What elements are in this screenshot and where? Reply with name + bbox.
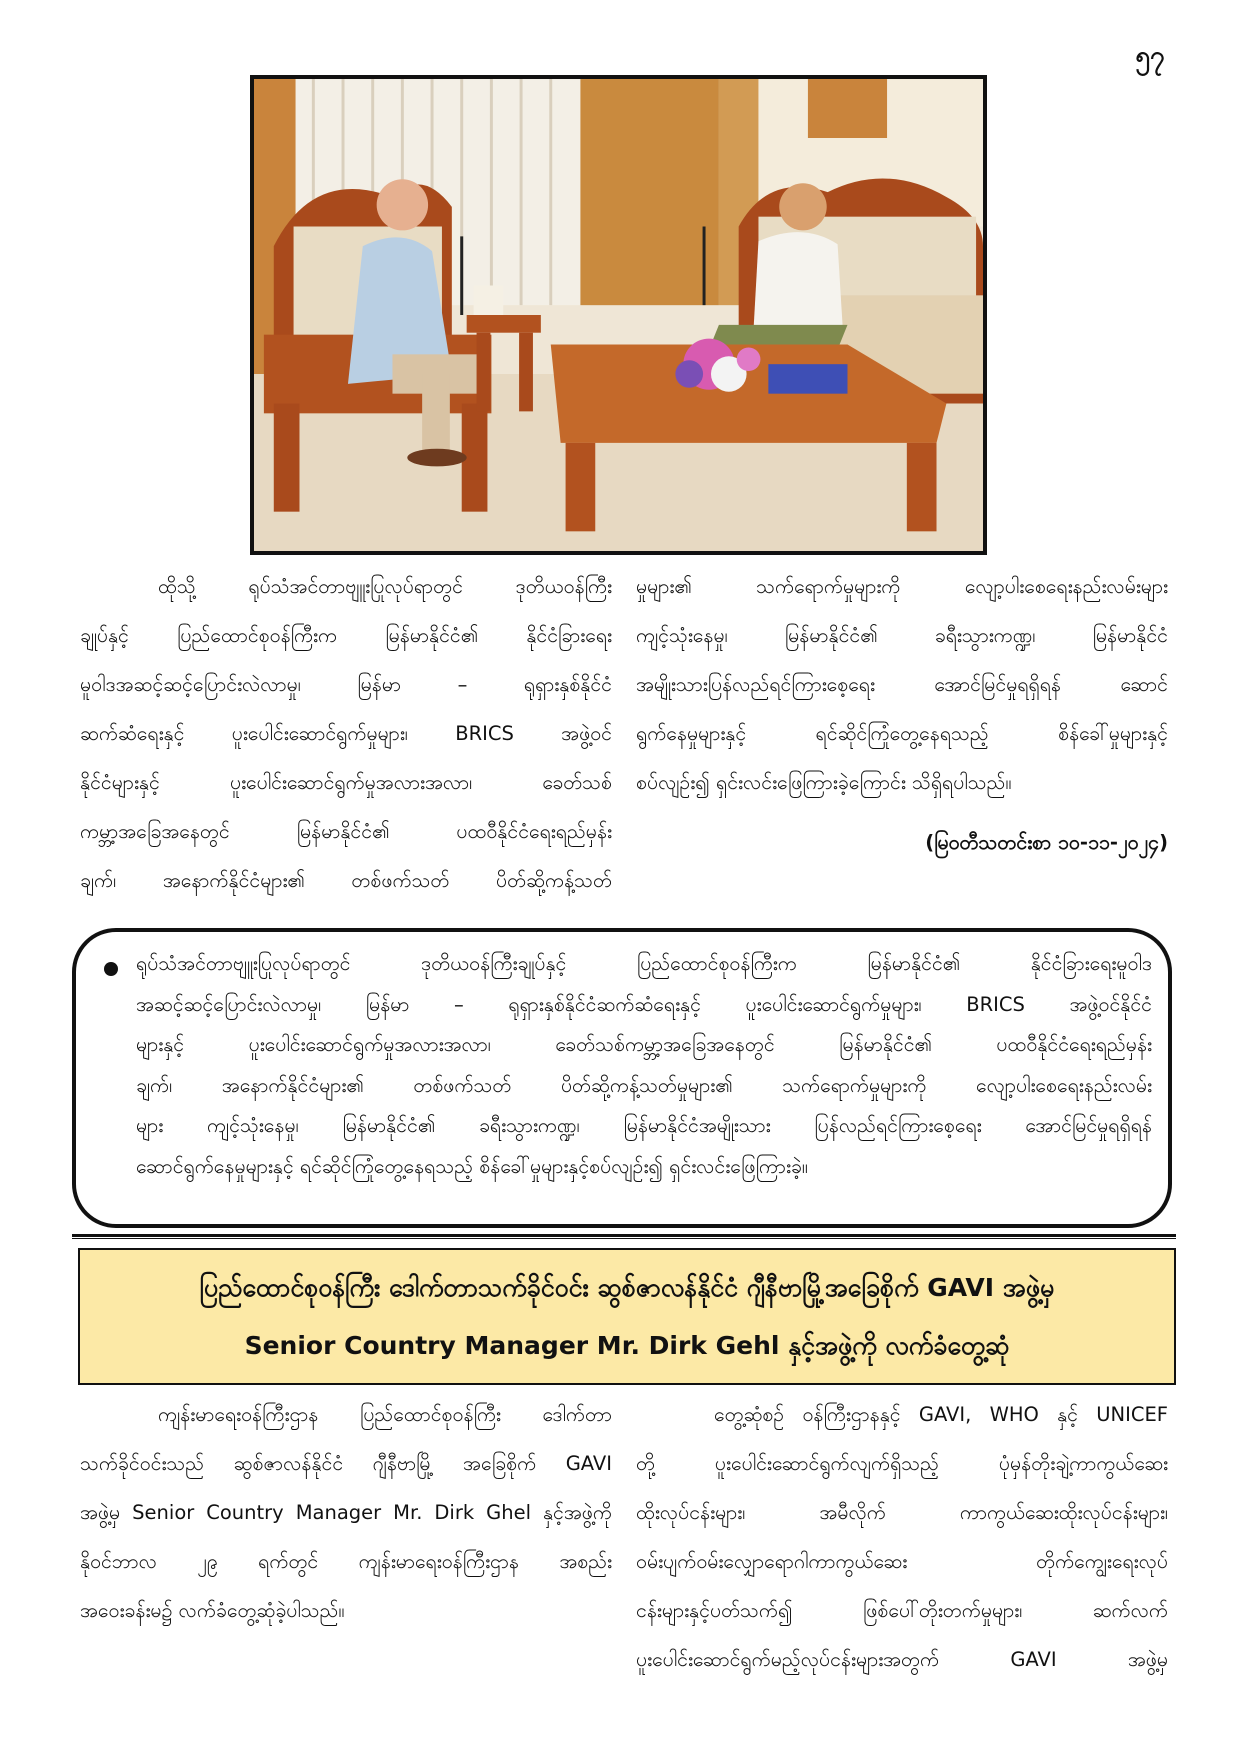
headline-line-2: Senior Country Manager Mr. Dirk Gehl နှင့်အဖွဲ့ကို လက်ခံတွေ့ဆုံ <box>244 1331 1010 1360</box>
summary-line: ရုပ်သံအင်တာဗျူးပြုလုပ်ရာတွင် ဒုတိယဝန်ကြီးချုပ်နှင့် ပြည်ထောင်စုဝန်ကြီးက မြန်မာနိုင်ငံ၏ နိုင်ငံခြားရေးမူဝါဒ <box>136 952 1152 975</box>
bullet-icon <box>104 962 118 976</box>
summary-line: ဆောင်ရွက်နေမှုများနှင့် ရင်ဆိုင်ကြုံတွေ့နေရသည့် စိန်ခေါ်မှုများနှင့်စပ်လျဉ်း၍ ရှင်းလင်းဖြေကြားခဲ့။ <box>136 1154 808 1178</box>
article2-right-line: ငန်းများနှင့်ပတ်သက်၍ ဖြစ်ပေါ်တိုးတက်မှုများ၊ ဆက်လက် <box>636 1599 1168 1622</box>
article1-left-line: နိုင်ငံများနှင့် ပူးပေါင်းဆောင်ရွက်မှုအလားအလာ၊ ခေတ်သစ် <box>80 771 612 794</box>
article1-left-line: မူဝါဒအဆင့်ဆင့်ပြောင်းလဲလာမှု၊ မြန်မာ – ရုရှားနှစ်နိုင်ငံ <box>80 673 612 696</box>
headline-line-1: ပြည်ထောင်စုဝန်ကြီး ဒေါက်တာသက်ခိုင်ဝင်း ဆွစ်ဇာလန်နိုင်ငံ ဂျီနီဗာမြို့အခြေစိုက် GAVI အဖွဲ့မှ <box>199 1273 1055 1302</box>
summary-text <box>136 944 1152 1187</box>
article1-right-line: ကျင့်သုံးနေမှု၊ မြန်မာနိုင်ငံ၏ ခရီးသွားကဏ္ဍ၊ မြန်မာနိုင်ငံ <box>636 624 1168 647</box>
article2-left-line: အဖွဲ့မှ Senior Country Manager Mr. Dirk Ghel နှင့်အဖွဲ့ကို <box>80 1501 612 1524</box>
article2-right-line: တွေ့ဆုံစဉ် ဝန်ကြီးဌာနနှင့် GAVI, WHO နှင့် UNICEF <box>714 1403 1168 1426</box>
article1-left-line: ဆက်ဆံရေးနှင့် ပူးပေါင်းဆောင်ရွက်မှုများ၊ BRICS အဖွဲ့ဝင် <box>80 722 612 745</box>
article2-left-line: နိုဝင်ဘာလ ၂၉ ရက်တွင် ကျန်းမာရေးဝန်ကြီးဌာန အစည်း <box>80 1550 612 1573</box>
article1-left-line: ကမ္ဘာ့အခြေအနေတွင် မြန်မာနိုင်ငံ၏ ပထဝီနိုင်ငံရေးရည်မှန်း <box>80 820 612 843</box>
article2-right-line: ထိုးလုပ်ငန်းများ၊ အမီလိုက် ကာကွယ်ဆေးထိုးလုပ်ငန်းများ၊ <box>636 1501 1168 1524</box>
article1-left-line: ထိုသို့ ရုပ်သံအင်တာဗျူးပြုလုပ်ရာတွင် ဒုတိယဝန်ကြီး <box>158 575 612 598</box>
article1-left-line: ချက်၊ အနောက်နိုင်ငံများ၏ တစ်ဖက်သတ် ပိတ်ဆို့ကန့်သတ် <box>80 869 612 892</box>
meeting-photo-illustration <box>254 79 983 551</box>
article1-right-line: စပ်လျဉ်း၍ ရှင်းလင်းဖြေကြားခဲ့ကြောင်း သိရှိရပါသည်။ <box>636 771 1012 794</box>
page-number: ၅၇ <box>1135 41 1165 71</box>
article1-citation: (မြဝတီသတင်းစာ ၁၀-၁၁-၂၀၂၄) <box>925 831 1168 854</box>
summary-line: များ ကျင့်သုံးနေမှု၊ မြန်မာနိုင်ငံ၏ ခရီးသွားကဏ္ဍ၊ မြန်မာနိုင်ငံအမျိုးသား ပြန်လည်ရင်ကြားစေ့ရေး အောင်မြင်မှုရရှိရန် <box>136 1114 1152 1137</box>
article2-left-line: အဝေးခန်းမ၌ လက်ခံတွေ့ဆုံခဲ့ပါသည်။ <box>80 1599 345 1622</box>
summary-line: များနှင့် ပူးပေါင်းဆောင်ရွက်မှုအလားအလာ၊ ခေတ်သစ်ကမ္ဘာ့အခြေအနေတွင် မြန်မာနိုင်ငံ၏ ပထဝီနိုင်ငံရေးရည်မှန်း <box>136 1033 1152 1056</box>
article2-right-line: တို့ ပူးပေါင်းဆောင်ရွက်လျက်ရှိသည့် ပုံမှန်တိုးချဲ့ကာကွယ်ဆေး <box>636 1452 1168 1475</box>
article1-right-line: ရွက်နေမှုများနှင့် ရင်ဆိုင်ကြုံတွေ့နေရသည့် စိန်ခေါ်မှုများနှင့် <box>636 722 1168 745</box>
article2-right-line: ဝမ်းပျက်ဝမ်းလျှောရောဂါကာကွယ်ဆေး တိုက်ကျွေးရေးလုပ် <box>636 1550 1168 1573</box>
article1-left-line: ချုပ်နှင့် ပြည်ထောင်စုဝန်ကြီးက မြန်မာနိုင်ငံ၏ နိုင်ငံခြားရေး <box>80 624 612 647</box>
article2-right-line: ပူးပေါင်းဆောင်ရွက်မည့်လုပ်ငန်းများအတွက် GAVI အဖွဲ့မှ <box>636 1648 1168 1671</box>
summary-line: ချက်၊ အနောက်နိုင်ငံများ၏ တစ်ဖက်သတ် ပိတ်ဆို့ကန့်သတ်မှုများ၏ သက်ရောက်မှုများကို လျော့ပါးစေရေးနည်းလမ်း <box>136 1073 1152 1097</box>
summary-line: အဆင့်ဆင့်ပြောင်းလဲလာမှု၊ မြန်မာ – ရုရှားနှစ်နိုင်ငံဆက်ဆံရေးနှင့် ပူးပေါင်းဆောင်ရွက်မှုများ၊ BRICS အဖွဲ့ဝင်နိုင်ငံ <box>136 992 1152 1016</box>
meeting-photo <box>250 75 987 555</box>
article2-left-line: သက်ခိုင်ဝင်းသည် ဆွစ်ဇာလန်နိုင်ငံ ဂျီနီဗာမြို့ အခြေစိုက် GAVI <box>80 1452 612 1475</box>
article1-right-line: အမျိုးသားပြန်လည်ရင်ကြားစေ့ရေး အောင်မြင်မှုရရှိရန် ဆောင် <box>636 673 1168 696</box>
summary-box <box>72 928 1172 1228</box>
article2-right-column <box>636 1390 1168 1684</box>
article1-left-column <box>80 562 612 905</box>
article1-right-column <box>636 562 1168 807</box>
section-divider <box>72 1234 1176 1239</box>
article2-left-line: ကျန်းမာရေးဝန်ကြီးဌာန ပြည်ထောင်စုဝန်ကြီး ဒေါက်တာ <box>158 1403 612 1426</box>
headline-banner <box>78 1248 1176 1385</box>
article1-right-line: မှုများ၏ သက်ရောက်မှုများကို လျော့ပါးစေရေးနည်းလမ်းများ <box>636 575 1168 598</box>
article2-left-column <box>80 1390 612 1635</box>
